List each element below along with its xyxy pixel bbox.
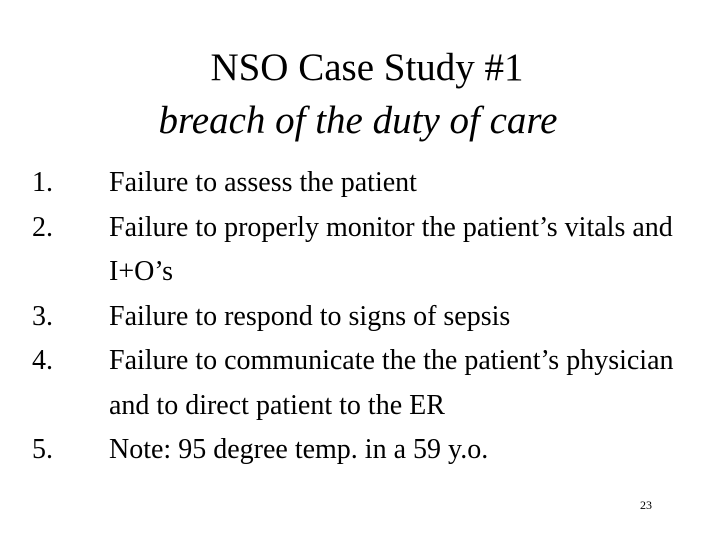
list-item [32, 428, 692, 473]
list-item-number: 2. [32, 211, 53, 243]
slide-title: NSO Case Study #1 [210, 46, 524, 89]
list-item-number: 3. [32, 300, 53, 332]
list-item-number: 1. [32, 167, 53, 198]
list-item-text: Failure to assess the patient [109, 167, 417, 198]
list-item-text: Note: 95 degree temp. in a 59 y.o. [109, 434, 489, 465]
slide-subtitle: breach of the duty of care [158, 99, 558, 142]
list-item-number: 4. [32, 345, 53, 376]
list-item [32, 161, 692, 206]
list-item [32, 206, 692, 295]
numbered-list [32, 161, 692, 473]
list-item [32, 295, 692, 340]
list-item-number: 5. [32, 434, 53, 465]
list-item [32, 339, 692, 428]
list-item-text: Failure to respond to signs of sepsis [109, 300, 511, 332]
page-number: 23 [640, 498, 652, 512]
list-item-text: Failure to communicate the the patient’s physician and to direct patient to the ER [109, 345, 674, 421]
list-item-text: Failure to properly monitor the patient’s vitals and I+O’s [109, 211, 673, 287]
